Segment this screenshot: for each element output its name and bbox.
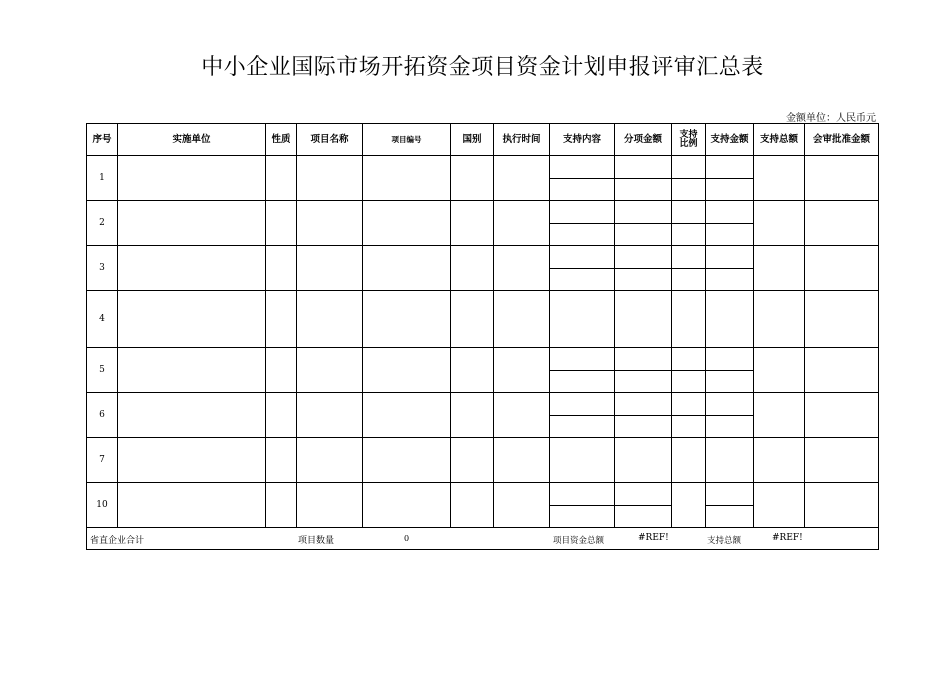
- sub-cell: [615, 246, 672, 269]
- approved-amount-cell: [805, 246, 879, 291]
- row-seq-cell: 2: [87, 201, 118, 246]
- sub-cell: [550, 506, 615, 528]
- header-support-ratio: 支持比例: [672, 124, 706, 156]
- summary-table: [86, 123, 879, 550]
- sub-cell: [672, 179, 706, 201]
- table-cell: [297, 291, 363, 348]
- table-cell: [266, 348, 297, 393]
- row-seq-cell: 4: [87, 291, 118, 348]
- approved-amount-cell: [805, 201, 879, 246]
- sub-cell: [706, 201, 754, 224]
- table-cell: [363, 291, 451, 348]
- sub-cell: [706, 156, 754, 179]
- table-cell: [494, 156, 550, 201]
- table-cell: [363, 201, 451, 246]
- sub-cell: [706, 416, 754, 438]
- sub-cell: [615, 291, 672, 348]
- header-row: [87, 124, 879, 156]
- table-cell: [297, 438, 363, 483]
- approved-amount-cell: [805, 483, 879, 528]
- sub-cell: [615, 156, 672, 179]
- table-cell: [266, 156, 297, 201]
- sub-cell: [672, 246, 706, 269]
- sub-cell: [615, 393, 672, 416]
- currency-unit-note: 金额单位：人民币元: [786, 113, 876, 124]
- table-cell: [118, 348, 266, 393]
- table-cell: [451, 201, 494, 246]
- footer-count-label: 项目数量: [298, 536, 335, 546]
- table-cell: [363, 246, 451, 291]
- table-cell: [118, 201, 266, 246]
- sub-cell: [706, 179, 754, 201]
- table-cell: [451, 483, 494, 528]
- header-country: 国别: [451, 124, 494, 156]
- table-row: [87, 483, 879, 506]
- header-approved-amount: 会审批准金额: [805, 124, 879, 156]
- sub-cell: [550, 416, 615, 438]
- table-row: [87, 246, 879, 269]
- table-cell: [118, 246, 266, 291]
- sub-cell: [615, 269, 672, 291]
- approved-amount-cell: [805, 156, 879, 201]
- header-seq: 序号: [87, 124, 118, 156]
- row-seq-cell: 7: [87, 438, 118, 483]
- sub-cell: [615, 483, 672, 506]
- table-cell: [451, 156, 494, 201]
- table-cell: [494, 393, 550, 438]
- sub-cell: [672, 224, 706, 246]
- footer-count-value: 0: [404, 534, 410, 543]
- table-cell: [297, 246, 363, 291]
- footer-cell: [87, 528, 879, 550]
- sub-cell: [706, 438, 754, 483]
- footer-funds-value: #REF!: [638, 533, 669, 543]
- table-row: [87, 393, 879, 416]
- table-cell: [363, 156, 451, 201]
- table-cell: [266, 201, 297, 246]
- table-cell: [494, 291, 550, 348]
- sub-cell: [615, 224, 672, 246]
- row-seq-cell: 6: [87, 393, 118, 438]
- sub-cell: [550, 371, 615, 393]
- support-total-cell: [754, 291, 805, 348]
- table-cell: [266, 393, 297, 438]
- table-row: [87, 156, 879, 179]
- sub-cell: [706, 483, 754, 506]
- table-cell: [451, 348, 494, 393]
- row-seq-cell: 10: [87, 483, 118, 528]
- footer-support-label: 支持总额: [707, 536, 742, 546]
- table-cell: [363, 438, 451, 483]
- table-cell: [297, 156, 363, 201]
- table-row: [87, 438, 879, 483]
- approved-amount-cell: [805, 348, 879, 393]
- sub-cell: [672, 438, 706, 483]
- sub-cell: [706, 291, 754, 348]
- sub-cell: [672, 393, 706, 416]
- table-cell: [118, 156, 266, 201]
- table-cell: [297, 348, 363, 393]
- footer-funds-label: 项目资金总额: [553, 536, 605, 546]
- approved-amount-cell: [805, 393, 879, 438]
- table-row: [87, 201, 879, 224]
- table-cell: [266, 438, 297, 483]
- sub-cell: [615, 438, 672, 483]
- approved-amount-cell: [805, 291, 879, 348]
- sub-cell: [615, 506, 672, 528]
- sub-cell: [672, 483, 706, 528]
- sub-cell: [706, 393, 754, 416]
- sub-cell: [672, 348, 706, 371]
- table-cell: [451, 393, 494, 438]
- header-project-number: 项目编号: [363, 124, 451, 156]
- sub-cell: [550, 224, 615, 246]
- sub-cell: [706, 269, 754, 291]
- footer-support-value: #REF!: [772, 533, 803, 543]
- table-cell: [118, 438, 266, 483]
- header-support-total: 支持总额: [754, 124, 805, 156]
- footer-label: 省直企业合计: [90, 536, 145, 546]
- sub-cell: [615, 179, 672, 201]
- sub-cell: [672, 201, 706, 224]
- support-total-cell: [754, 246, 805, 291]
- table-cell: [266, 291, 297, 348]
- table-cell: [297, 393, 363, 438]
- table-cell: [118, 483, 266, 528]
- sub-cell: [550, 246, 615, 269]
- footer-row: [87, 528, 879, 550]
- sub-cell: [672, 371, 706, 393]
- row-seq-cell: 5: [87, 348, 118, 393]
- sub-cell: [672, 269, 706, 291]
- sub-cell: [615, 371, 672, 393]
- support-total-cell: [754, 201, 805, 246]
- sub-cell: [550, 483, 615, 506]
- sub-cell: [550, 179, 615, 201]
- sub-cell: [550, 393, 615, 416]
- sub-cell: [550, 291, 615, 348]
- sub-cell: [550, 348, 615, 371]
- sub-cell: [550, 201, 615, 224]
- header-project-name: 项目名称: [297, 124, 363, 156]
- sub-cell: [550, 438, 615, 483]
- table-cell: [363, 393, 451, 438]
- table-cell: [266, 246, 297, 291]
- row-seq-cell: 1: [87, 156, 118, 201]
- approved-amount-cell: [805, 438, 879, 483]
- header-support-amount: 支持金额: [706, 124, 754, 156]
- table-cell: [266, 483, 297, 528]
- table-row: [87, 348, 879, 371]
- support-total-cell: [754, 438, 805, 483]
- sub-cell: [672, 416, 706, 438]
- header-unit: 实施单位: [118, 124, 266, 156]
- sub-cell: [615, 201, 672, 224]
- header-support-content: 支持内容: [550, 124, 615, 156]
- table-cell: [363, 348, 451, 393]
- table-cell: [297, 483, 363, 528]
- table-cell: [451, 291, 494, 348]
- sub-cell: [706, 371, 754, 393]
- table-cell: [494, 483, 550, 528]
- header-item-amount: 分项金额: [615, 124, 672, 156]
- sub-cell: [672, 156, 706, 179]
- sub-cell: [706, 224, 754, 246]
- page-title: 中小企业国际市场开拓资金项目资金计划申报评审汇总表: [201, 55, 764, 80]
- row-seq-cell: 3: [87, 246, 118, 291]
- sub-cell: [615, 416, 672, 438]
- sub-cell: [706, 348, 754, 371]
- table-row: [87, 291, 879, 348]
- sub-cell: [550, 156, 615, 179]
- table-cell: [118, 393, 266, 438]
- header-nature: 性质: [266, 124, 297, 156]
- support-total-cell: [754, 348, 805, 393]
- table-cell: [494, 246, 550, 291]
- header-exec-time: 执行时间: [494, 124, 550, 156]
- support-total-cell: [754, 156, 805, 201]
- table-cell: [363, 483, 451, 528]
- table-cell: [494, 438, 550, 483]
- table-cell: [494, 201, 550, 246]
- table-cell: [118, 291, 266, 348]
- table-cell: [451, 246, 494, 291]
- sub-cell: [706, 506, 754, 528]
- table-cell: [451, 438, 494, 483]
- sub-cell: [550, 269, 615, 291]
- sub-cell: [672, 291, 706, 348]
- table-cell: [494, 348, 550, 393]
- support-total-cell: [754, 393, 805, 438]
- sub-cell: [615, 348, 672, 371]
- support-total-cell: [754, 483, 805, 528]
- sub-cell: [706, 246, 754, 269]
- table-cell: [297, 201, 363, 246]
